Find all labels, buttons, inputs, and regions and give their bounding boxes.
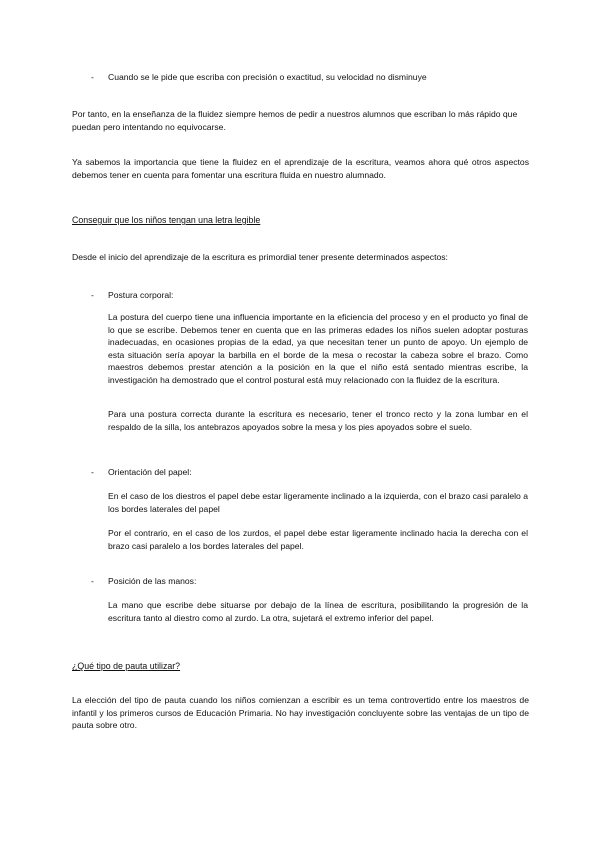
bullet-marker: - [91,576,94,586]
section-heading: ¿Qué tipo de pauta utilizar? [72,661,181,671]
paragraph: Por tanto, en la enseñanza de la fluidez siempre hemos de pedir a nuestros alumnos que escriban lo más rápido que puedan pero intentando no equivocarse. [72,109,518,132]
bullet-marker: - [91,72,94,82]
subsection-title: Orientación del papel: [108,467,192,477]
bullet-marker: - [91,467,94,477]
paragraph: Ya sabemos la importancia que tiene la fluidez en el aprendizaje de la escritura, veamos ahora qué otros aspectos debemos tener en cuenta para fomentar una escritura fluida en nuestro alumnado. [72,157,529,180]
paragraph: Para una postura correcta durante la escritura es necesario, tener el tronco recto y la zona lumbar en el respaldo de la silla, los antebrazos apoyados sobre la mesa y los pies apoyados sobre el suelo. [108,409,528,432]
paragraph: La elección del tipo de pauta cuando los niños comienzan a escribir es un tema controvertido entre los maestros de infantil y los primeros cursos de Educación Primaria. No hay investigación concluyente sobre las ventajas de un tipo de pauta sobre otro. [72,695,529,730]
subsection-title: Posición de las manos: [108,576,197,586]
bullet-marker: - [91,290,94,300]
paragraph: Desde el inicio del aprendizaje de la escritura es primordial tener presente determinados aspectos: [72,252,448,262]
subsection-title: Postura corporal: [108,290,174,300]
paragraph: Por el contrario, en el caso de los zurdos, el papel debe estar ligeramente inclinado hacia la derecha con el brazo casi paralelo a los bordes laterales del papel. [108,528,528,551]
section-heading: Conseguir que los niños tengan una letra legible [72,215,261,225]
paragraph: En el caso de los diestros el papel debe estar ligeramente inclinado a la izquierda, con el brazo casi paralelo a los bordes laterales del papel [108,491,528,514]
paragraph: La mano que escribe debe situarse por debajo de la línea de escritura, posibilitando la progresión de la escritura tanto al diestro como al zurdo. La otra, sujetará el extremo inferior del papel. [108,600,528,623]
bullet-text: Cuando se le pide que escriba con precisión o exactitud, su velocidad no disminuye [108,72,427,82]
paragraph: La postura del cuerpo tiene una influencia importante en la eficiencia del proceso y en el producto yo final de lo que se escribe. Debemos tener en cuenta que en las primeras edades los niños suelen adoptar posturas inadecuadas, en ocasiones propias de la edad, ya que necesitan tener un punto de apoyo. Un ejemplo de esta situación sería apoyar la barbilla en el borde de la mesa o recostar la cabeza sobre el brazo. Como maestros debemos prestar atención a la posición en la que el niño está sentado mientras escribe, la investigación ha demostrado que el control postural está muy relacionado con la fluidez de la escritura. [108,312,528,385]
